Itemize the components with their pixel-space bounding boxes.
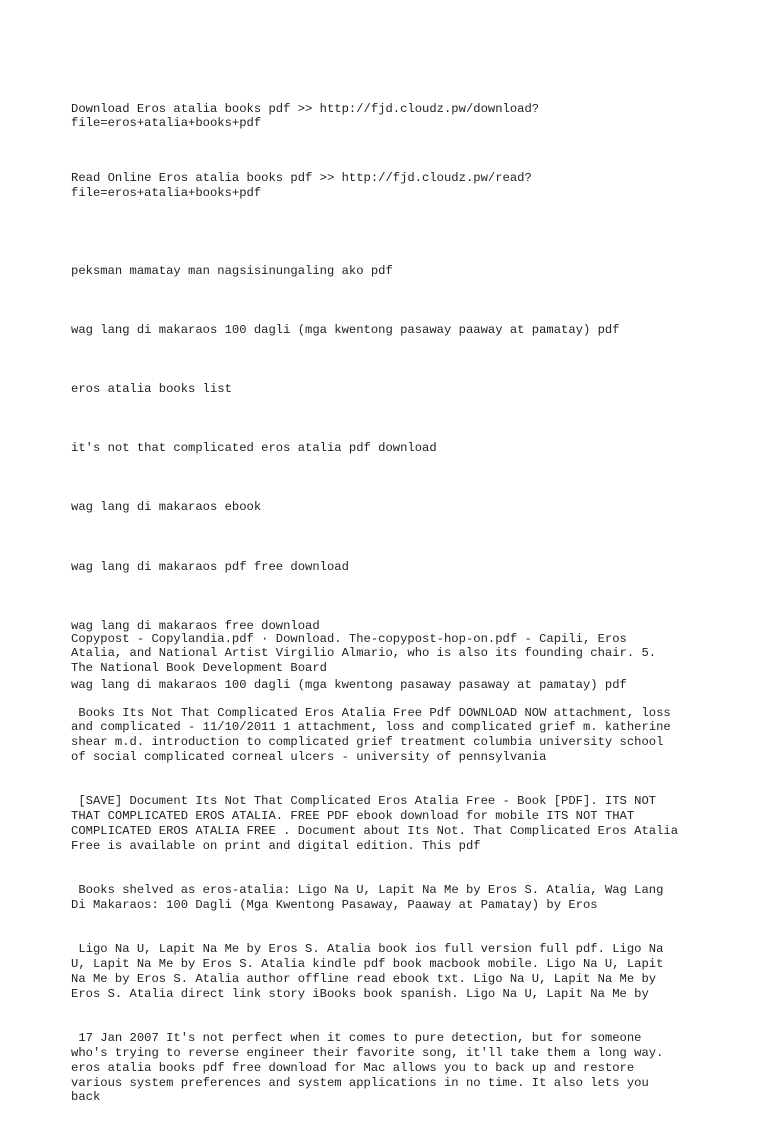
body-paragraph: Copypost - Copylandia.pdf · Download. The-copypost-hop-on.pdf - Capili, Eros Atalia, and National Artist Virgilio Almario, who is also its founding chair. 5. The National Book Development Board [71,631,657,676]
document-page [71,0,731,1105]
search-item: wag lang di makaraos 100 dagli (mga kwentong pasaway pasaway at pamatay) pdf [71,677,627,692]
body-paragraph: [SAVE] Document Its Not That Complicated Eros Atalia Free - Book [PDF]. ITS NOT THAT COMPLICATED EROS ATALIA. FREE PDF ebook download for mobile ITS NOT THAT COMPLICATED EROS ATALIA FREE . Document about Its Not. That Complicated Eros Atalia Free is available on print and digital edition. This pdf [71,794,679,853]
search-item: wag lang di makaraos ebook [71,500,262,515]
body-text [71,602,731,1135]
body-paragraph: Books Its Not That Complicated Eros Atalia Free Pdf DOWNLOAD NOW attachment, loss and complicated - 11/10/2011 1 attachment, loss and complicated grief m. katherine shear m.d. introduction to complicated grief treatment columbia university school of social complicated corneal ulcers - university of pennsylvania [71,705,671,764]
search-item: peksman mamatay man nagsisinungaling ako pdf [71,263,393,278]
search-item: wag lang di makaraos 100 dagli (mga kwentong pasaway paaway at pamatay) pdf [71,322,620,337]
download-link-line[interactable]: Download Eros atalia books pdf >> http://fjd.cloudz.pw/download? file=eros+atalia+books+pdf [71,101,540,131]
search-item: wag lang di makaraos free download [71,618,320,633]
read-online-link-line[interactable]: Read Online Eros atalia books pdf >> http://fjd.cloudz.pw/read? file=eros+atalia+books+pdf [71,170,532,200]
body-paragraph: 17 Jan 2007 It's not perfect when it comes to pure detection, but for someone who's trying to reverse engineer their favorite song, it'll take them a long way. eros atalia books pdf free download for Mac allows you to back up and restore various system preferences and system applications in no time. It also lets you back [71,1031,664,1105]
search-item: it's not that complicated eros atalia pdf download [71,441,437,456]
download-links [71,72,731,240]
body-paragraph: Ligo Na U, Lapit Na Me by Eros S. Atalia book ios full version full pdf. Ligo Na U, Lapit Na Me by Eros S. Atalia kindle pdf book macbook mobile. Ligo Na U, Lapit Na Me by Eros S. Atalia author offline read ebook txt. Ligo Na U, Lapit Na Me by Eros S. Atalia direct link story iBooks book spanish. Ligo Na U, Lapit Na Me by [71,942,664,1001]
search-item: wag lang di makaraos pdf free download [71,559,349,574]
body-paragraph: Books shelved as eros-atalia: Ligo Na U, Lapit Na Me by Eros S. Atalia, Wag Lang Di Makaraos: 100 Dagli (Mga Kwentong Pasaway, Paaway at Pamatay) by Eros [71,883,664,912]
search-item: eros atalia books list [71,381,232,396]
